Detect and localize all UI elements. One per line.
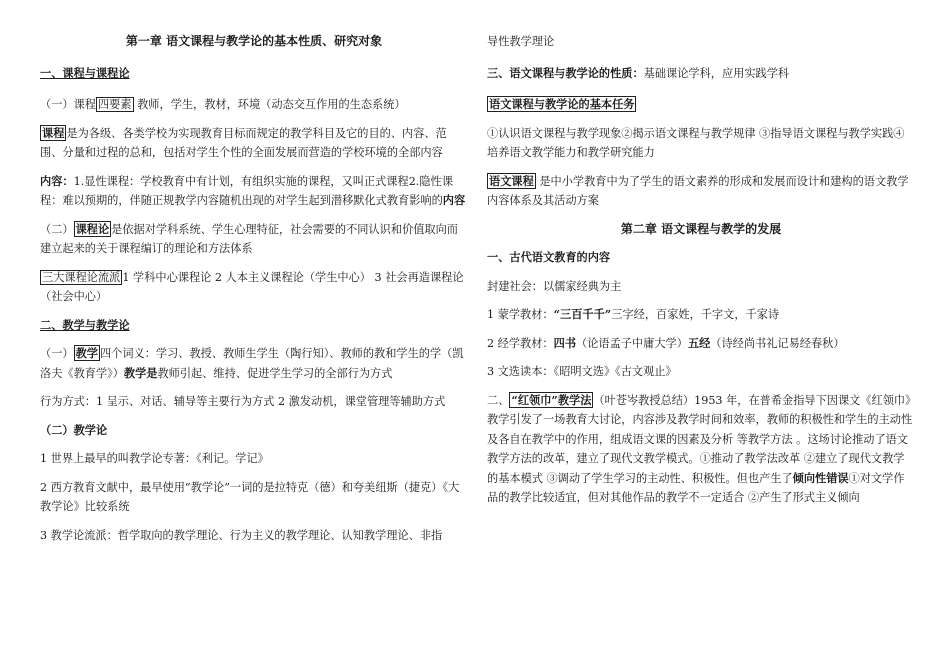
left-column [40,30,468,545]
paragraph-course-definition: 课程 是为各级、各类学校为实现教育目标而规定的教学科目及它的目的、内容、范围、分量和过程的总和，包括对学生个性的全面发展而营造的学校环境的全部内容 [40,125,447,159]
paragraph-chinese-course: 语文课程 是中小学教育中为了学生的语文素养的形成和发展而设计和建构的语文教学内容体系及其活动方案 [487,173,909,207]
boxed-term: 课程论 [75,221,110,236]
boxed-term: 语文课程与教学论的基本任务 [489,97,635,111]
paragraph-curriculum-theory: （二） 课程论 是依据对学科系统、学生心理特征，社会需要的不同认识和价值取向而建立起来的关于课程编订的理论和方法体系 [40,221,458,255]
paragraph-feudal: 封建社会：以儒家经典为主 [487,279,622,293]
paragraph-content: 内容：1.显性课程：学校教育中有计划，有组织实施的课程，又叫正式课程2.隐性课程：难以预期的，伴随正规教学内容随机出现的对学生起到潜移默化式教育影响的内容 [40,173,466,207]
boxed-term: 三大课程论流派 [42,270,121,284]
paragraph-red-scarf-method: 二、 “红领巾”教学法 （叶苍岑教授总结）1953 年，在普希金指导下因课文《红领巾》教学引发了一场教育大讨论，内容涉及教学时间和效率，教师的积极性和学生的主动性及各自在教学中的作用，组成语文课的因素及分析 等教学方法 。这场讨论推动了语文教学方法的改革，建立了现代文教学模式。①推动了教学法改革 ②建立了现代文教学的基本模式 ③调动了学生学习的主动性、积极性。但也产生了倾向性错误①对文学作品的教学比较适宜，但对其他作品的教学不一定适合 ②产生了形式主义倾向 [487,392,913,504]
paragraph-earliest-work: 1 世界上最早的叫教学论专著：《利记。学记》 [40,452,269,465]
chapter-1-title: 第一章 语文课程与教学论的基本性质、研究对象 [125,34,383,48]
chapter-2-title: 第二章 语文课程与教学的发展 [620,221,782,236]
boxed-term: 四要素 [97,98,132,111]
subsection-heading-didactics: （二）教学论 [40,422,108,437]
paragraph-nature: 三、语文课程与教学论的性质：基础课论学科，应用实践学科 [487,65,790,80]
paragraph-basic-tasks-heading [487,95,915,115]
paragraph-classics-texts: 2 经学教材：四书（论语孟子中庸大学）五经（诗经尚书礼记易经春秋） [487,335,845,350]
boxed-term: 教学 [75,346,98,360]
paragraph-four-elements: （一）课程 四要素 教师，学生，教材，环境（动态交互作用的生态系统） [40,98,406,111]
paragraph-teaching-meaning: （一） 教学 四个词义：学习、教授、教师生学生（陶行知）、教师的教和学生的学（凯洛夫《教育学》）教学是教师引起、维持、促进学生学习的全部行为方式 [40,346,464,380]
paragraph-schools-of-didactics: 3 教学论流派：哲学取向的教学理论、行为主义的教学理论、认知教学理论、非指 [40,528,443,542]
paragraph-anthology-texts: 3 文选读本：《昭明文选》《古文观止》 [487,365,677,378]
paragraph-primer-texts: 1 蒙学教材：“三百千千”三字经，百家姓，千字文，千家诗 [487,307,780,321]
paragraph-continuation: 导性教学理论 [487,35,555,48]
paragraph-basic-tasks: ①认识语文课程与教学现象②揭示语文课程与教学规律 ③指导语文课程与教学实践④培养语文教学能力和教学研究能力 [487,126,905,159]
right-column [487,30,915,508]
paragraph-three-schools: 三大课程论流派 1 学科中心课程论 2 人本主义课程论（学生中心） 3 社会再造课程论（社会中心） [40,270,464,303]
boxed-term: 语文课程 [489,173,534,188]
paragraph-western-literature: 2 西方教育文献中，最早使用“教学论”一词的是拉特克（德）和夸美纽斯（捷克）《大教学论》比较系统 [40,480,460,513]
boxed-term: 课程 [42,125,65,140]
boxed-term: “红领巾”教学法 [511,392,592,407]
section-heading-ancient: 一、古代语文教育的内容 [487,250,611,264]
paragraph-behavior-modes: 行为方式：1 呈示、对话、辅导等主要行为方式 2 激发动机，课堂管理等辅助方式 [40,395,446,408]
section-heading-course: 一、课程与课程论 [40,65,130,80]
section-heading-teaching: 二、教学与教学论 [40,317,130,332]
